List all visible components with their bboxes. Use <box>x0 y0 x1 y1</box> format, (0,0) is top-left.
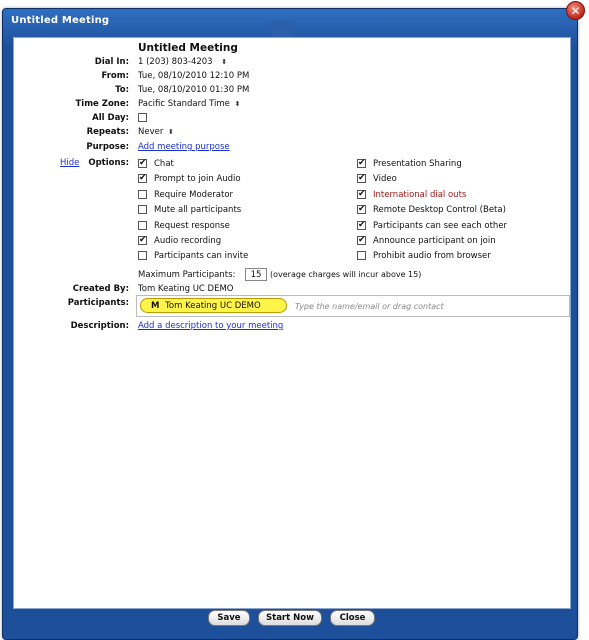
option-left-checkbox-2[interactable] <box>138 190 147 199</box>
option-left-checkbox-1[interactable]: ✔ <box>139 173 147 184</box>
participants-placeholder[interactable]: Type the name/email or drag contact <box>295 302 444 311</box>
participants-label: Participants: <box>67 298 129 308</box>
max-participants-label: Maximum Participants: <box>138 270 236 280</box>
time-zone-value: Pacific Standard Time <box>138 99 230 109</box>
option-right-label-6: Prohibit audio from browser <box>373 251 491 262</box>
option-left-checkbox-4[interactable] <box>138 221 147 230</box>
option-left-label-1: Prompt to join Audio <box>154 174 241 185</box>
option-right-label-3: Remote Desktop Control (Beta) <box>373 205 506 216</box>
participant-chip[interactable] <box>140 298 287 313</box>
participant-name: Tom Keating UC DEMO <box>165 301 261 311</box>
option-right-checkbox-1[interactable]: ✔ <box>358 173 366 184</box>
meeting-form-panel <box>13 37 571 609</box>
all-day-checkbox[interactable] <box>138 113 147 122</box>
option-right-checkbox-3[interactable]: ✔ <box>358 204 366 215</box>
time-zone-label: Time Zone: <box>75 99 129 109</box>
option-left-checkbox-0[interactable]: ✔ <box>139 158 147 168</box>
option-left-label-6: Participants can invite <box>154 251 249 262</box>
close-icon[interactable]: ✕ <box>566 1 585 20</box>
option-right-label-5: Announce participant on join <box>373 236 496 246</box>
option-right-label-2: International dial outs <box>373 189 467 200</box>
option-right-checkbox-0[interactable]: ✔ <box>358 158 366 168</box>
option-right-label-0: Presentation Sharing <box>373 159 462 169</box>
from-datetime[interactable]: Tue, 08/10/2010 12:10 PM <box>138 71 250 81</box>
meeting-dialog <box>2 8 578 640</box>
repeats-value: Never <box>138 127 164 137</box>
moderator-initial: M <box>151 301 160 311</box>
scroll-handle[interactable] <box>271 21 293 37</box>
option-left-label-2: Require Moderator <box>154 189 234 200</box>
option-right-checkbox-4[interactable]: ✔ <box>358 219 366 230</box>
option-left-label-3: Mute all participants <box>154 205 242 216</box>
option-left-label-0: Chat <box>154 159 174 169</box>
to-label: To: <box>115 85 129 95</box>
option-right-checkbox-5[interactable]: ✔ <box>358 235 366 245</box>
start-now-button[interactable]: Start Now <box>258 610 322 626</box>
all-day-label: All Day: <box>92 113 129 123</box>
time-zone-select[interactable] <box>138 99 240 109</box>
option-left-label-5: Audio recording <box>154 236 222 246</box>
updown-icon: ⬍ <box>168 128 174 136</box>
updown-icon: ⬍ <box>234 100 241 108</box>
dial-in-select[interactable] <box>138 57 227 67</box>
option-left-label-4: Request response <box>154 220 230 231</box>
option-left-checkbox-3[interactable] <box>138 205 147 214</box>
options-label: Options: <box>88 158 129 168</box>
dial-in-label: Dial In: <box>94 57 129 67</box>
option-right-label-1: Video <box>373 174 397 185</box>
repeats-select[interactable] <box>138 127 174 137</box>
meeting-title: Untitled Meeting <box>138 42 238 54</box>
max-participants-note: (overage charges will incur above 15) <box>270 270 422 279</box>
add-description-link[interactable]: Add a description to your meeting <box>138 321 284 331</box>
add-purpose-link[interactable]: Add meeting purpose <box>138 142 230 152</box>
created-by-label: Created By: <box>72 284 129 294</box>
repeats-label: Repeats: <box>86 127 129 137</box>
purpose-label: Purpose: <box>86 142 129 152</box>
max-participants-input[interactable]: 15 <box>245 268 267 281</box>
option-left-checkbox-6[interactable] <box>138 251 147 260</box>
option-right-label-4: Participants can see each other <box>373 220 508 231</box>
hide-options-link[interactable]: Hide <box>60 158 80 168</box>
dial-in-value: 1 (203) 803-4203 <box>138 57 213 67</box>
close-button[interactable]: Close <box>330 610 375 626</box>
created-by-value: Tom Keating UC DEMO <box>138 284 234 294</box>
option-left-checkbox-5[interactable]: ✔ <box>139 235 147 245</box>
window-title: Untitled Meeting <box>11 15 110 26</box>
to-datetime[interactable]: Tue, 08/10/2010 01:30 PM <box>138 85 250 95</box>
updown-icon: ⬍ <box>221 58 228 66</box>
save-button[interactable]: Save <box>208 610 250 626</box>
option-right-checkbox-2[interactable]: ✔ <box>358 188 366 199</box>
description-label: Description: <box>70 321 129 331</box>
from-label: From: <box>101 71 129 81</box>
option-right-checkbox-6[interactable] <box>357 251 366 260</box>
